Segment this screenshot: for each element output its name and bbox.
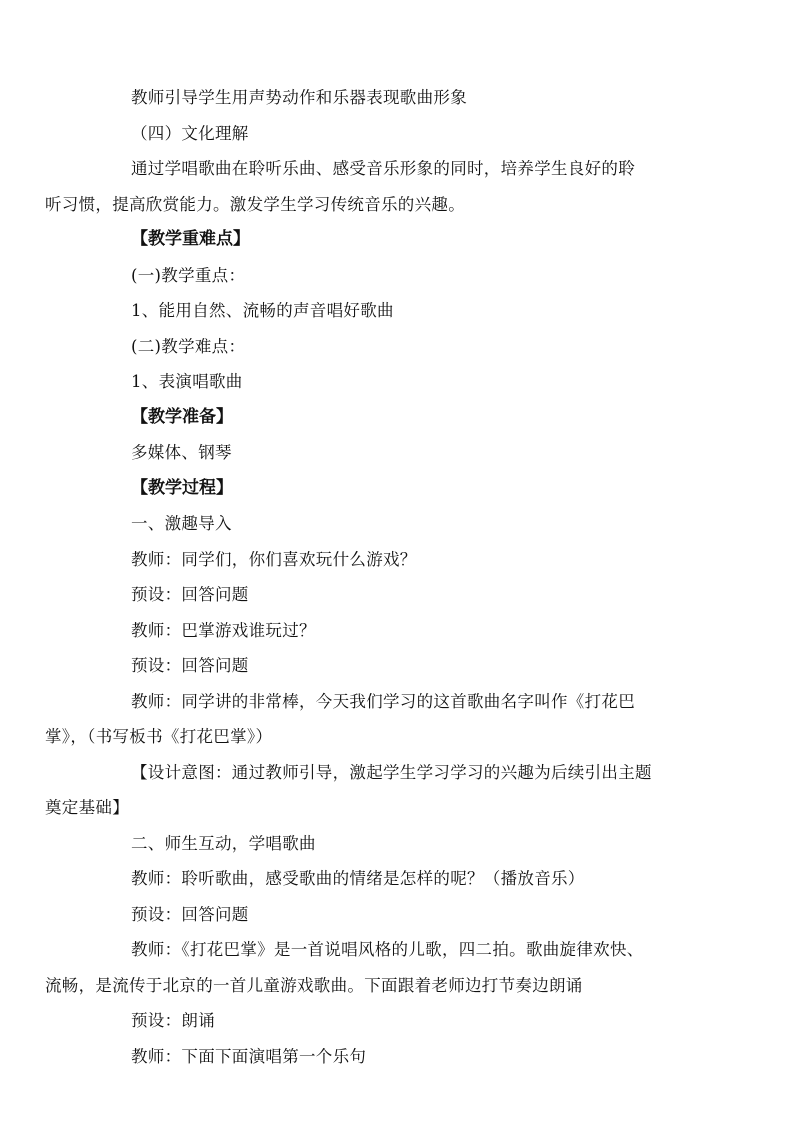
- text-line: 二、师生互动，学唱歌曲: [131, 833, 316, 853]
- heading-key-points: 【教学重难点】: [131, 229, 250, 249]
- heading-process: 【教学过程】: [131, 477, 233, 498]
- heading-preparation: 【教学准备】: [131, 406, 233, 427]
- paragraph-line: 教师：同学讲的非常棒，今天我们学习的这首歌曲名字叫作《打花巴: [131, 691, 635, 711]
- text-line: 教师：下面下面演唱第一个乐句: [131, 1046, 367, 1066]
- text-line: 教师：同学们，你们喜欢玩什么游戏？: [131, 549, 417, 569]
- document-body: [45, 80, 718, 1074]
- paragraph-line: 通过学唱歌曲在聆听乐曲、感受音乐形象的同时，培养学生良好的聆: [131, 159, 635, 178]
- paragraph-line: 教师：《打花巴掌》是一首说唱风格的儿歌，四二拍。歌曲旋律欢快、: [131, 940, 644, 959]
- paragraph-design-intent: [45, 755, 718, 826]
- paragraph-culture: [45, 151, 718, 222]
- text-line: 1、能用自然、流畅的声音唱好歌曲: [131, 301, 394, 320]
- paragraph-line: 掌》，（书写板书《打花巴掌》）: [45, 727, 273, 746]
- text-line: 预设：朗诵: [131, 1011, 215, 1030]
- paragraph-line: 奠定基础】: [45, 798, 129, 817]
- text-line: 预设：回答问题: [131, 904, 249, 924]
- text-line: 预设：回答问题: [131, 656, 249, 675]
- text-line: 教师引导学生用声势动作和乐器表现歌曲形象: [131, 88, 467, 107]
- text-line: 教师：巴掌游戏谁玩过？: [131, 620, 316, 640]
- paragraph-line: 【设计意图：通过教师引导，激起学生学习学习的兴趣为后续引出主题: [131, 762, 652, 782]
- text-line: 教师：聆听歌曲，感受歌曲的情绪是怎样的呢？（播放音乐）: [131, 869, 585, 888]
- paragraph-song-description: [45, 932, 718, 1003]
- text-line: 预设：回答问题: [131, 585, 249, 604]
- text-line: 1、表演唱歌曲: [131, 372, 243, 391]
- text-line: 多媒体、钢琴: [131, 443, 232, 462]
- text-line: (一)教学重点：: [131, 265, 246, 285]
- section-subtitle-culture: （四）文化理解: [131, 123, 249, 143]
- paragraph-teacher-intro: [45, 684, 718, 755]
- text-line: (二)教学难点：: [131, 336, 246, 356]
- paragraph-line: 听习惯，提高欣赏能力。激发学生学习传统音乐的兴趣。: [45, 194, 465, 214]
- text-line: 一、激趣导入: [131, 514, 232, 533]
- paragraph-line: 流畅，是流传于北京的一首儿童游戏歌曲。下面跟着老师边打节奏边朗诵: [45, 975, 583, 995]
